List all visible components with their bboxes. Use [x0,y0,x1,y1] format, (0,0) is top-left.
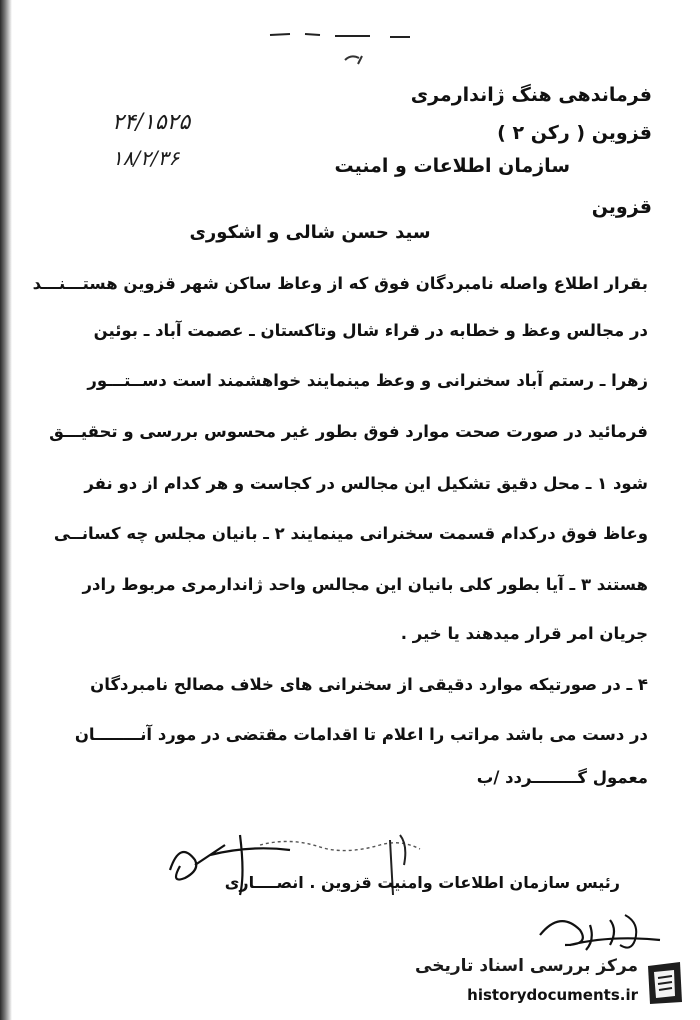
body-line: بقرار اطلاع واصله نامبردگان فوق که از وعاظ ساکن شهر قزوین هستـــنـــد [32,274,648,293]
body-line: وعاظ فوق درکدام قسمت سخنرانی مینمایند ۲ ـ بانیان مجلس چه کسانــی [53,524,648,543]
body-line: جریان امر قرار میدهند یا خیر . [400,624,648,643]
header-recipient-city: قزوین [591,196,652,218]
archive-logo-icon [642,958,686,1008]
initials-scribble [530,905,670,955]
reference-date: ۱۸/۲/۳۶ [112,146,180,170]
body-line: معمول گــــــــردد /ب [476,768,648,787]
body-line: هستند ۳ ـ آیا بطور کلی بانیان این مجالس واحد ژاندارمری مربوط رادر [82,575,648,594]
body-line: شود ۱ ـ محل دقیق تشکیل این مجالس در کجاست و هر کدام از دو نفر [84,474,648,493]
body-line: فرمائید در صورت صحت موارد فوق بطور غیر محسوس بررسی و تحقیـــق [49,422,648,441]
signatory-line: رئیس سازمان اطلاعات وامنیت قزوین . انصــــاری [224,873,620,892]
scan-edge-shadow [0,0,12,1020]
body-line: در دست می باشد مراتب را اعلام تا اقدامات مقتضی در مورد آنــــــــان [74,725,648,744]
body-line: زهرا ـ رستم آباد سخنرانی و وعظ مینمایند خواهشمند است دســتـــور [87,371,648,390]
header-unit: فرماندهی هنگ ژاندارمری [410,84,652,106]
body-line: ۴ ـ در صورتیکه موارد دقیقی از سخنرانی های خلاف مصالح نامبردگان [90,675,648,694]
reference-number: ۲۴/۱۵۲۵ [112,110,191,135]
body-line: در مجالس وعظ و خطابه در قراء شال وتاکستان ـ عصمت آباد ـ بوئین [93,321,648,340]
top-ink-marks [250,20,450,70]
letter-subject: سید حسن شالی و اشکوری [189,222,431,243]
watermark-url: historydocuments.ir [467,986,638,1004]
header-organization: سازمان اطلاعات و امنیت [334,155,570,177]
archive-watermark [415,952,690,1014]
header-city-section: قزوین ( رکن ۲ ) [497,122,652,144]
watermark-archive-name: مرکز بررسی اسناد تاریخی [415,956,638,976]
